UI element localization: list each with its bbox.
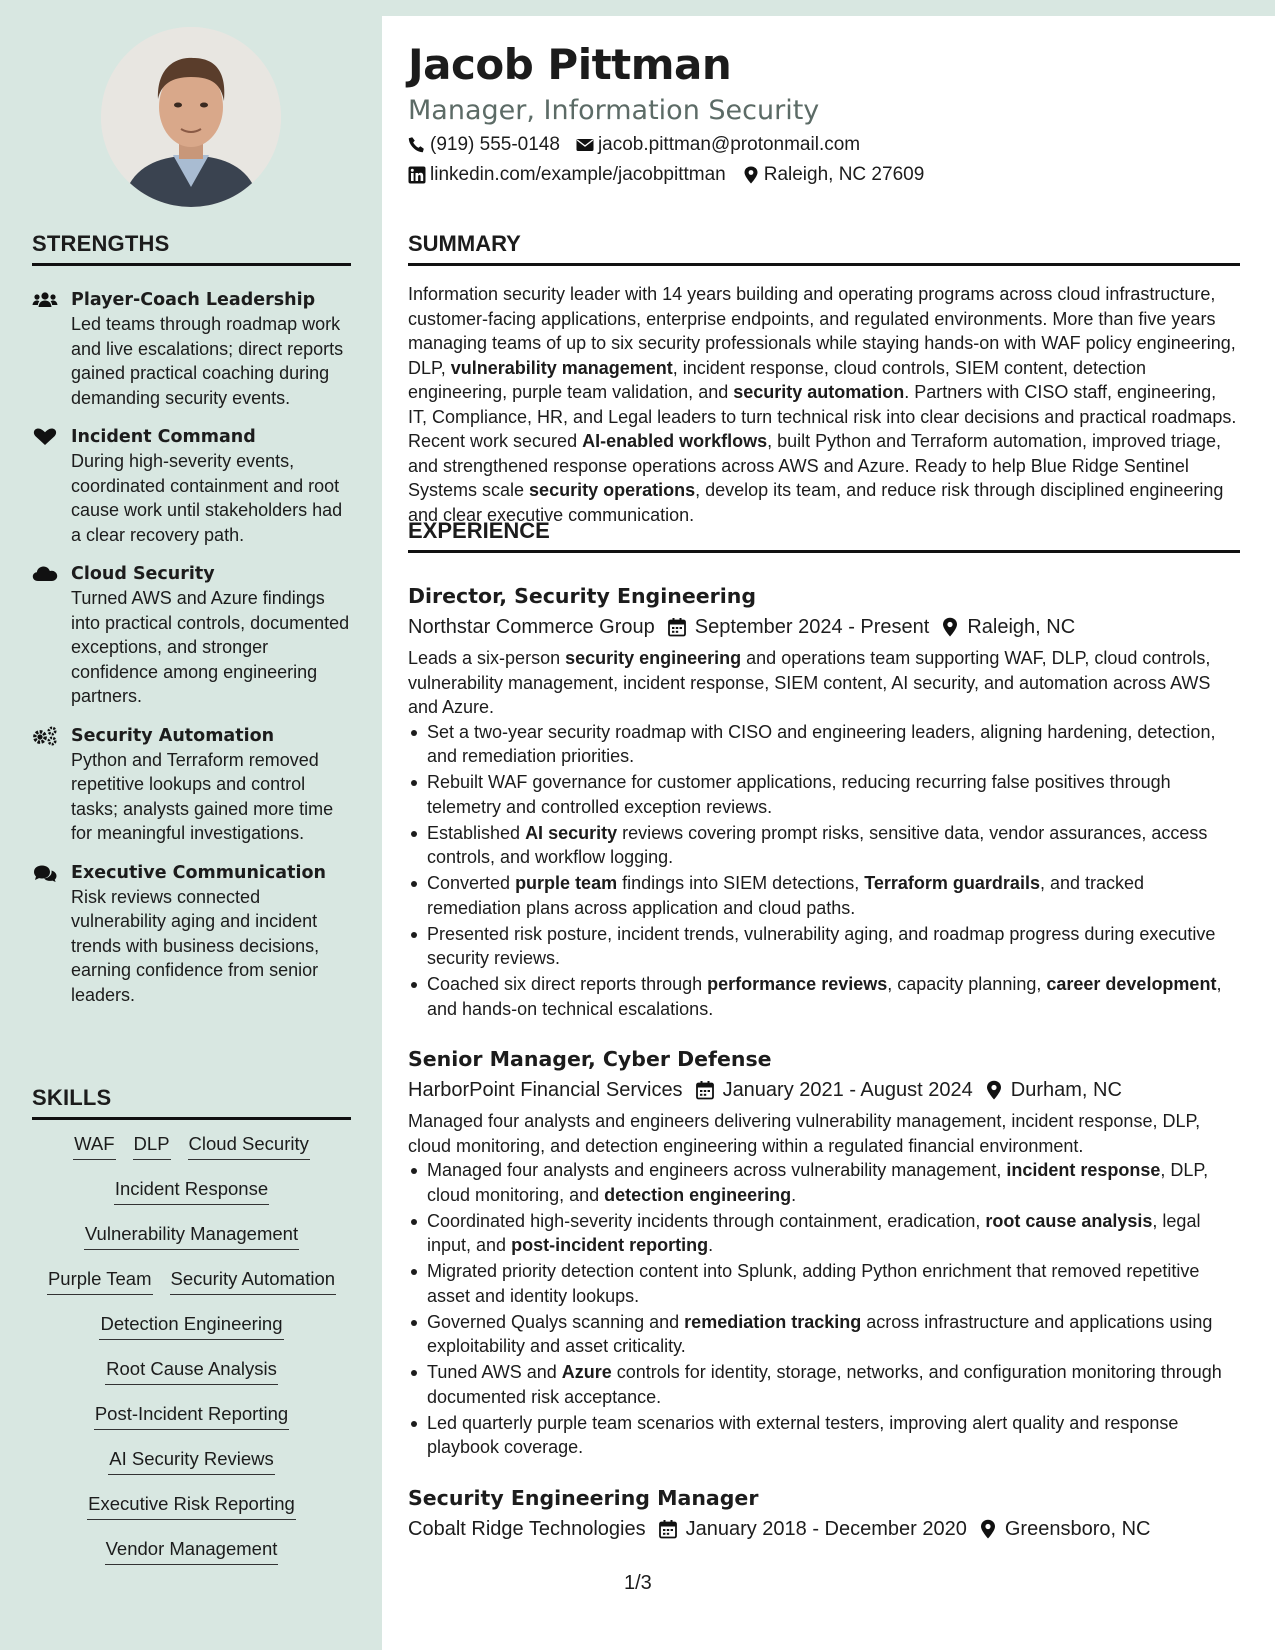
keyword-emphasis: security automation [733, 382, 905, 402]
strength-desc: Risk reviews connected vulnerability aging and incident trends with business decisions, earning confidence from senior leaders. [71, 886, 320, 1005]
job-dates: September 2024 - Present [694, 616, 930, 638]
job-bullets [408, 720, 1240, 1022]
skill-tag: Purple Team [47, 1267, 153, 1295]
job-dates: January 2018 - December 2020 [685, 1518, 967, 1540]
job-bullet: Tuned AWS and Azure controls for identity, storage, networks, and configuration monitoring through documented risk acceptance. [408, 1360, 1240, 1409]
keyword-emphasis: vulnerability management [450, 357, 673, 378]
strengths-list [32, 288, 352, 1022]
keyword-emphasis: AI-enabled workflows [582, 431, 768, 451]
contact-row [408, 164, 924, 186]
heart-icon [32, 427, 58, 447]
gears-icon [32, 726, 58, 746]
summary-text: Information security leader with 14 years building and operating programs across cloud infrastructure, customer-facing applications, enterprise endpoints, and regulated environments. More than five years managing teams of up to six security professionals while staying hands-on with WAF policy engineering, DLP, vulnerability management, incident response, cloud controls, SIEM content, detection engineering, purple team validation, and security automation. Partners with CISO staff, engineering, IT, Compliance, HR, and Legal leaders to turn technical risk into clear decisions and practical roadmaps. Recent work secured AI-enabled workflows, built Python and Terraform automation, improved triage, and strengthened response operations across AWS and Azure. Ready to help Blue Ridge Sentinel Systems scale security operations, develop its team, and reduce risk through disciplined engineering and clear executive communication. [408, 284, 1237, 525]
job-bullet: Rebuilt WAF governance for customer applications, reducing recurring false positives through telemetry and controlled exception reviews. [408, 770, 1240, 819]
email-link[interactable]: jacob.pittman@protonmail.com [597, 134, 861, 155]
skill-tag: Vulnerability Management [84, 1222, 299, 1250]
job-location: Raleigh, NC [967, 616, 1076, 638]
contact-linkedin[interactable] [408, 164, 726, 186]
strength-title: Security Automation [71, 725, 275, 746]
strength-item [32, 724, 352, 846]
skill-row [32, 1177, 351, 1222]
skill-row [32, 1537, 351, 1582]
job-meta [408, 610, 1240, 644]
strength-desc: Python and Terraform removed repetitive lookups and control tasks; analysts gained more time for meaningful investigations. [71, 749, 334, 843]
map-pin-icon [742, 166, 760, 184]
keyword-emphasis: incident response [1006, 1160, 1161, 1180]
job-bullet: Converted purple team findings into SIEM detections, Terraform guardrails, and tracked remediation plans across application and cloud paths. [408, 871, 1240, 920]
skill-row [32, 1312, 351, 1357]
phone-icon [408, 136, 426, 154]
skills-heading: SKILLS [32, 1085, 351, 1120]
job-meta [408, 1073, 1240, 1107]
job-title: Security Engineering Manager [408, 1486, 759, 1510]
map-pin-icon [985, 1080, 1003, 1100]
map-pin-icon [979, 1519, 997, 1539]
linkedin-link[interactable]: linkedin.com/example/jacobpittman [430, 164, 726, 185]
skill-row [32, 1402, 351, 1447]
job-bullet: Established AI security reviews covering prompt risks, sensitive data, vendor assurances, access controls, and workflow logging. [408, 821, 1240, 870]
skill-tag: Incident Response [114, 1177, 269, 1205]
skill-tag: Cloud Security [188, 1132, 310, 1160]
job-bullet: Coordinated high-severity incidents through containment, eradication, root cause analysis, legal input, and post-incident reporting. [408, 1209, 1240, 1258]
keyword-emphasis: root cause analysis [985, 1210, 1153, 1231]
contact-email[interactable] [576, 134, 860, 156]
keyword-emphasis: performance reviews [707, 974, 888, 994]
contact-row [408, 134, 860, 156]
keyword-emphasis: remediation tracking [684, 1311, 862, 1332]
keyword-emphasis: detection engineering [604, 1184, 792, 1205]
calendar-icon [695, 1080, 715, 1100]
job-title: Director, Security Engineering [408, 584, 757, 608]
page-number: 1/3 [624, 1572, 652, 1594]
skill-row [32, 1357, 351, 1402]
job-location: Durham, NC [1010, 1079, 1122, 1101]
strength-title: Player-Coach Leadership [71, 290, 316, 310]
skill-tag: Executive Risk Reporting [87, 1492, 296, 1520]
skill-tag: DLP [133, 1132, 171, 1160]
skill-tag: Vendor Management [105, 1537, 279, 1565]
location-text: Raleigh, NC 27609 [763, 164, 925, 185]
keyword-emphasis: purple team [515, 873, 618, 893]
keyword-emphasis: AI security [525, 822, 618, 843]
job-location: Greensboro, NC [1004, 1518, 1151, 1540]
job-bullet: Migrated priority detection content into Splunk, adding Python enrichment that removed repetitive asset and identity lookups. [408, 1259, 1240, 1308]
experience-heading: EXPERIENCE [408, 518, 1240, 553]
cloud-icon [32, 564, 58, 584]
strength-desc: During high-severity events, coordinated containment and root cause work until stakeholders had a clear recovery path. [71, 451, 343, 545]
skill-row [32, 1267, 351, 1312]
skill-tag: Root Cause Analysis [105, 1357, 278, 1385]
profile-photo [101, 27, 281, 207]
job-entry [408, 1484, 1240, 1546]
keyword-emphasis: Azure [561, 1362, 612, 1382]
strength-title: Cloud Security [71, 564, 215, 584]
skill-row [32, 1132, 351, 1177]
skill-tag: Security Automation [170, 1267, 337, 1295]
strength-item [32, 288, 352, 410]
job-bullets [408, 1158, 1240, 1460]
job-title: Senior Manager, Cyber Defense [408, 1047, 772, 1071]
skills-list [32, 1132, 351, 1582]
job-bullet: Governed Qualys scanning and remediation tracking across infrastructure and applications using exploitability and asset criticality. [408, 1310, 1240, 1359]
skill-tag: AI Security Reviews [108, 1447, 275, 1475]
calendar-icon [667, 617, 687, 637]
contact-location [742, 164, 925, 186]
candidate-role: Manager, Information Security [408, 95, 820, 126]
keyword-emphasis: Terraform guardrails [864, 873, 1040, 893]
calendar-icon [658, 1519, 678, 1539]
strength-desc: Turned AWS and Azure findings into practical controls, documented exceptions, and stronger confidence among engineering partners. [71, 588, 350, 706]
job-bullet: Managed four analysts and engineers across vulnerability management, incident response, DLP, cloud monitoring, and detection engineering. [408, 1158, 1240, 1207]
strength-item [32, 425, 352, 547]
keyword-emphasis: career development [1046, 974, 1217, 994]
strength-desc: Led teams through roadmap work and live escalations; direct reports gained practical coaching during demanding security events. [71, 314, 344, 408]
avatar [101, 27, 281, 207]
job-dates: January 2021 - August 2024 [722, 1079, 973, 1101]
skill-row [32, 1222, 351, 1267]
company-name: Cobalt Ridge Technologies [408, 1518, 646, 1540]
job-entry [408, 1045, 1240, 1461]
job-description: Managed four analysts and engineers delivering vulnerability management, incident response, DLP, cloud monitoring, and detection engineering within a regulated financial environment. [408, 1111, 1201, 1156]
candidate-name: Jacob Pittman [408, 40, 732, 89]
skill-row [32, 1447, 351, 1492]
keyword-emphasis: security engineering [565, 648, 742, 668]
skill-tag: Detection Engineering [99, 1312, 283, 1340]
envelope-icon [576, 136, 594, 154]
skill-tag: Post-Incident Reporting [94, 1402, 289, 1430]
job-meta [408, 1512, 1240, 1546]
job-bullet: Led quarterly purple team scenarios with external testers, improving alert quality and response playbook coverage. [408, 1411, 1240, 1460]
contact-phone [408, 134, 560, 156]
skill-tag: WAF [73, 1132, 115, 1160]
job-bullet: Coached six direct reports through performance reviews, capacity planning, career development, and hands-on technical escalations. [408, 972, 1240, 1021]
sidebar [0, 0, 382, 1650]
job-bullet: Presented risk posture, incident trends, vulnerability aging, and roadmap progress during executive security reviews. [408, 922, 1240, 971]
keyword-emphasis: post-incident reporting [511, 1235, 709, 1255]
phone-text: (919) 555-0148 [430, 134, 560, 155]
strength-item [32, 861, 352, 1008]
comments-icon [32, 863, 58, 883]
job-description: Leads a six-person security engineering and operations team supporting WAF, DLP, cloud controls, vulnerability management, incident response, SIEM content, AI security, and automation across AWS and Azure. [408, 648, 1211, 717]
linkedin-icon [408, 166, 426, 184]
users-icon [32, 290, 58, 310]
strength-title: Incident Command [71, 427, 256, 447]
summary-heading: SUMMARY [408, 231, 1240, 266]
map-pin-icon [941, 617, 959, 637]
strength-title: Executive Communication [71, 862, 326, 883]
strength-item [32, 562, 352, 709]
job-entry [408, 582, 1240, 1023]
job-bullet: Set a two-year security roadmap with CISO and engineering leaders, aligning hardening, detection, and remediation priorities. [408, 720, 1240, 769]
company-name: Northstar Commerce Group [408, 616, 655, 638]
skill-row [32, 1492, 351, 1537]
company-name: HarborPoint Financial Services [408, 1079, 683, 1101]
strengths-heading: STRENGTHS [32, 231, 351, 266]
keyword-emphasis: security operations [529, 480, 696, 500]
